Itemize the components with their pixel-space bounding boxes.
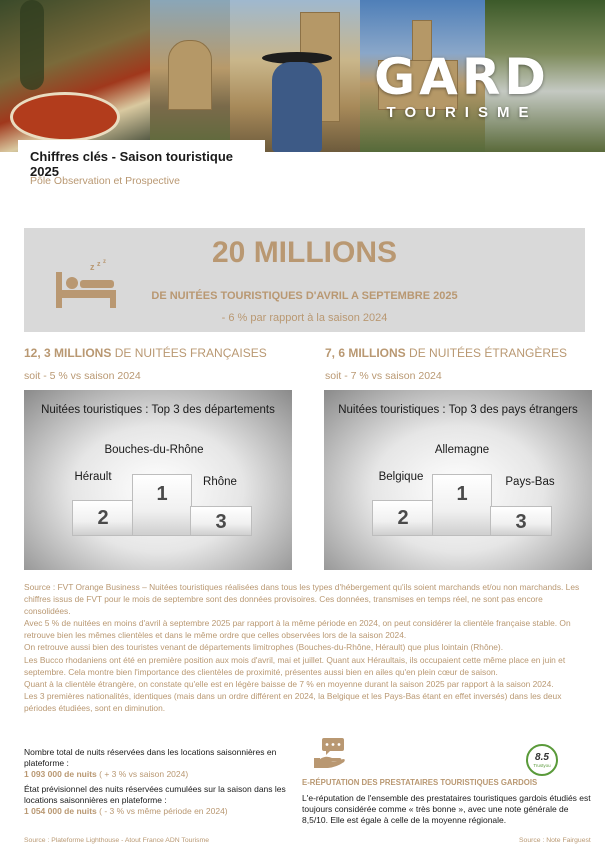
logo-sub-text: TOURISME [386, 104, 538, 121]
rentals-label-forecast: État prévisionnel des nuits réservées cumulées sur la saison dans les locations saisonnières en plateforme : [24, 784, 286, 805]
rating-provider: Trustyou [533, 763, 551, 768]
picnic-table [10, 92, 120, 142]
page-subtitle: Pôle Observation et Prospective [30, 175, 180, 187]
podium-step-second [372, 500, 434, 536]
ereputation-text: L'e-réputation de l'ensemble des prestataires touristiques gardois étudiés est toujours considérée comme « très bonne », avec une note générale de 8,5/10. Elle est égale à celle de la moyenne régionale. [302, 793, 591, 825]
podium-rank-first: 1 [156, 483, 168, 505]
review-icon [312, 738, 346, 768]
rentals-change-total: ( + 3 % vs saison 2024) [96, 769, 189, 779]
analysis-paragraph: Les 3 premières nationalités, identiques (mais dans un ordre différent en 2024, la Belgique et les Pays-Bas étant en effet inversés) dans les deux périodes étudiées, sont en diminution. [24, 690, 562, 713]
foreign-nights-change: soit - 7 % vs saison 2024 [325, 370, 442, 382]
ereputation-source: Source : Note Fairguest [519, 837, 591, 844]
logo-main-text: GARD [374, 48, 550, 106]
svg-text:z: z [103, 259, 106, 265]
podium-step-second [72, 500, 134, 536]
podium-departments [24, 390, 292, 570]
podium-first-label: Allemagne [434, 444, 490, 456]
analysis-paragraph: Quant à la clientèle étrangère, on constate qu'elle est en légère baisse de 7 % en moyenne durant la saison 2025 par rapport à la saison 2024. [24, 678, 554, 689]
rentals-change-forecast: ( - 3 % vs même période en 2024) [96, 806, 228, 816]
podium-third-label: Pays-Bas [505, 476, 555, 488]
foreign-nights-value: 7, 6 MILLIONS [325, 346, 406, 360]
rentals-value-total: 1 093 000 de nuits [24, 769, 97, 779]
french-nights-heading [24, 346, 267, 360]
total-nights-band [24, 228, 585, 332]
podium-rank-third: 3 [215, 511, 227, 533]
analysis-paragraph: Avec 5 % de nuitées en moins d'avril à septembre 2025 par rapport à la même période en 2024, on peut considérer la clientèle française stable. On retrouve bien les mêmes clientèles et dans le même ordre que celles observées lors de la saison 2024. [24, 618, 571, 641]
rentals-source: Source : Plateforme Lighthouse - Atout France ADN Tourisme [24, 837, 209, 844]
podium-rank-second: 2 [97, 507, 109, 529]
french-nights-value: 12, 3 MILLIONS [24, 346, 112, 360]
rating-value: 8.5 [535, 752, 549, 763]
french-nights-change: soit - 5 % vs saison 2024 [24, 370, 141, 382]
analysis-paragraph: On retrouve aussi bien des touristes venant de départements limitrophes (Bouches-du-Rhône, Hérault) que plus lointain (Rhône). [24, 642, 504, 653]
source-paragraph: Source : FVT Orange Business – Nuitées touristiques réalisées dans tous les types d'hébergement qu'ils soient marchands et/ou non marchands. Les chiffres issus de FVT pour le mois de septembre sont des données provisoires. Ces données, transmises en temps réel, ne sont pas encore consolidées. [24, 582, 580, 617]
gard-tourisme-logo [362, 48, 562, 121]
podium-second-label: Hérault [74, 471, 112, 483]
svg-text:z: z [97, 261, 101, 268]
rentals-block [24, 747, 294, 821]
total-nights-description: DE NUITÉES TOURISTIQUES D'AVRIL A SEPTEMBRE 2025 [151, 290, 458, 302]
photo-garden-gate [150, 0, 230, 152]
podium-step-first [432, 474, 492, 536]
podium-step-third [190, 506, 252, 536]
title-box [18, 140, 265, 179]
analysis-text [24, 581, 590, 714]
podium-second-label: Belgique [378, 471, 424, 483]
podium-countries-title: Nuitées touristiques : Top 3 des pays étrangers [338, 404, 578, 416]
podium-step-first [132, 474, 192, 536]
podium-rank-third: 3 [515, 511, 527, 533]
foreign-nights-heading [325, 346, 567, 360]
page-title: Chiffres clés - Saison touristique 2025 [30, 149, 233, 179]
total-nights-number: 20 MILLIONS [211, 236, 398, 269]
analysis-paragraph: Les Bucco rhodaniens ont été en première position aux mois d'avril, mai et juillet. Quant aux Héraultais, ils occupaient cette même place en juin et septembre. Cela montre bien l'importance des clientèles de proximité, présentes aussi bien en ailes qu'en plein cœur de saison. [24, 654, 566, 677]
podium-rank-first: 1 [456, 483, 468, 505]
total-nights-change: - 6 % par rapport à la saison 2024 [221, 312, 388, 324]
rentals-value-forecast: 1 054 000 de nuits [24, 806, 97, 816]
foreign-nights-label: DE NUITÉES ÉTRANGÈRES [405, 346, 568, 360]
rentals-label-total: Nombre total de nuits réservées dans les locations saisonnières en plateforme : [24, 747, 277, 768]
rating-badge [526, 744, 558, 776]
podium-rank-second: 2 [397, 507, 409, 529]
podium-step-third [490, 506, 552, 536]
podium-countries [324, 390, 592, 570]
svg-text:z: z [90, 262, 95, 272]
podium-first-label: Bouches-du-Rhône [104, 444, 204, 456]
podium-third-label: Rhône [203, 476, 237, 488]
podium-departments-title: Nuitées touristiques : Top 3 des départements [41, 404, 275, 416]
header-banner [0, 0, 605, 152]
rider-figure [272, 62, 322, 152]
french-nights-label: DE NUITÉES FRANÇAISES [111, 346, 267, 360]
photo-picnic [0, 0, 150, 152]
ereputation-heading: E-RÉPUTATION DES PRESTATAIRES TOURISTIQUES GARDOIS [302, 778, 538, 787]
